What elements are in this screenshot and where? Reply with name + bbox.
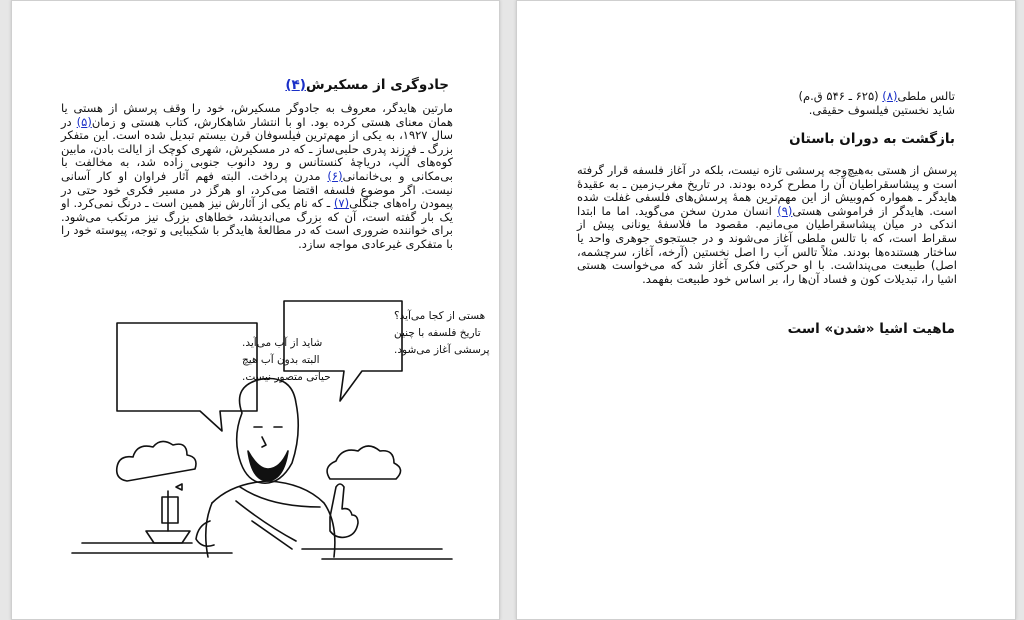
chapter-title-text: جادوگری از مسکیرش [305, 77, 449, 93]
bubble-left-line-3: حیاتی متصور نیست. [242, 371, 331, 383]
bubble-left-line-1: شاید از آب می‌آید. [242, 337, 323, 349]
right-page [516, 0, 1016, 620]
left-body-paragraph [61, 102, 453, 252]
chapter-title-note-link[interactable]: (۴) [285, 77, 306, 93]
bubble-right-line-2: تاریخ فلسفه با چنین [394, 327, 481, 339]
left-page [11, 0, 500, 620]
paragraph-text: ـ که نام یکی از آثارش نیز همین است ـ درنگ نمی‌کرد. او یک بار گفته است، آن که بزرگ می‌اندیشد، خطاهای بزرگ نیز مرتکب می‌شود. برای خواننده ضروری است که در مطالعهٔ هایدگر با شکیبایی و توجه، پیوسته خود را با متفکری غیرعادی مواجه سازد. [61, 196, 453, 251]
footnote-line-1 [575, 89, 955, 103]
sailboat-icon [146, 484, 190, 543]
next-section-title: ماهیت اشیا «شدن» است [787, 321, 955, 337]
speech-bubble-right [284, 301, 402, 401]
paragraph-text: پرسش از هستی به‌هیچ‌وجه پرسشی تازه نیست، بلکه در آغاز فلسفه قرار گرفته است و پیشاسقراطیان آن را مطرح کرده بودند. در تاریخ مغرب‌زمین ـ به عقیدهٔ هایدگر ـ همواره کم‌وبیش از این مهم‌ترین همهٔ پرسش‌های فلسفی غفلت شده است. هایدگر از فراموشی هستی [577, 163, 957, 218]
thales-illustration [72, 291, 490, 611]
paragraph-text: مدرن پرداخت. البته فهم آثار فراوان او کار آسانی نیست. اگر موضوع فلسفه اقتضا می‌کرد، او هرگز در مسیر فکری خود حتی در پیمودن راه‌های جنگلی [61, 168, 453, 211]
footnote-block [575, 89, 955, 117]
footnote-ref-link[interactable]: (۸) [882, 89, 898, 103]
footnote-name: تالس ملطی [897, 89, 955, 103]
right-body-paragraph [577, 164, 957, 286]
paragraph-text: انسان مدرن سخن می‌گوید. اما ما ابتدا اندکی در میان پیشاسقراطیان می‌مانیم. مقصود ما فلاسفهٔ یونانی پیش از سقراط است، که با تالس ملطی آغاز می‌شوند و در جستجوی جوهری واحد یا ساختار هستنده‌ها بودند. مثلاً تالس آب را اصل نخستین (آرخه، آغاز، سرچشمه، اصل) طبیعت می‌پنداشت. با او حرکتی فکری آغاز شد که می‌خواست هستی اشیا را، تبدیلات کون و فساد آن‌ها را، بر اساس خود طبیعت بفهمد. [577, 203, 957, 286]
reference-link[interactable]: (۹) [777, 203, 793, 218]
section-title: بازگشت به دوران باستان [789, 131, 955, 147]
reference-link[interactable]: (۷) [333, 196, 350, 211]
cloud-right [327, 446, 400, 479]
bubble-right-line-3: پرسشی آغاز می‌شود. [394, 344, 490, 356]
reference-link[interactable]: (۵) [76, 114, 92, 129]
thales-figure [196, 379, 358, 558]
paragraph-text: مارتین هایدگر، معروف به جادوگر مسکیرش، خود را وقف پرسش از هستی یا همان معنای هستی کرده بود. او با انتشار شاهکارش، کتاب هستی و زمان [61, 101, 453, 129]
chapter-title [49, 77, 449, 93]
bubble-left-line-2: البته بدون آب هیچ [242, 354, 320, 366]
cloud-left [117, 441, 196, 481]
water-line [72, 543, 452, 559]
footnote-dates: (۶۲۵ ـ ۵۴۶ ق.م) [798, 89, 883, 103]
bubble-right-line-1: هستی از کجا می‌آید؟ [394, 310, 486, 322]
footnote-line-2: شاید نخستین فیلسوف حقیقی. [808, 103, 955, 117]
reference-link[interactable]: (۶) [327, 168, 343, 183]
speech-bubble-left [117, 323, 257, 431]
paragraph-text: در سال ۱۹۲۷، به یکی از مهم‌ترین فیلسوفان قرن بیستم تبدیل شده است. این متفکر بزرگ ـ فرزند پدری حلبی‌ساز ـ که در مسکیرش، شهری کوچک از ایالت بادن، مابین کوه‌های آلپ، دریاچهٔ کنستانس و رود دانوب جنوبی زاده شد، به مخالفت با بی‌مکانی و بی‌خانمانی [61, 114, 453, 183]
